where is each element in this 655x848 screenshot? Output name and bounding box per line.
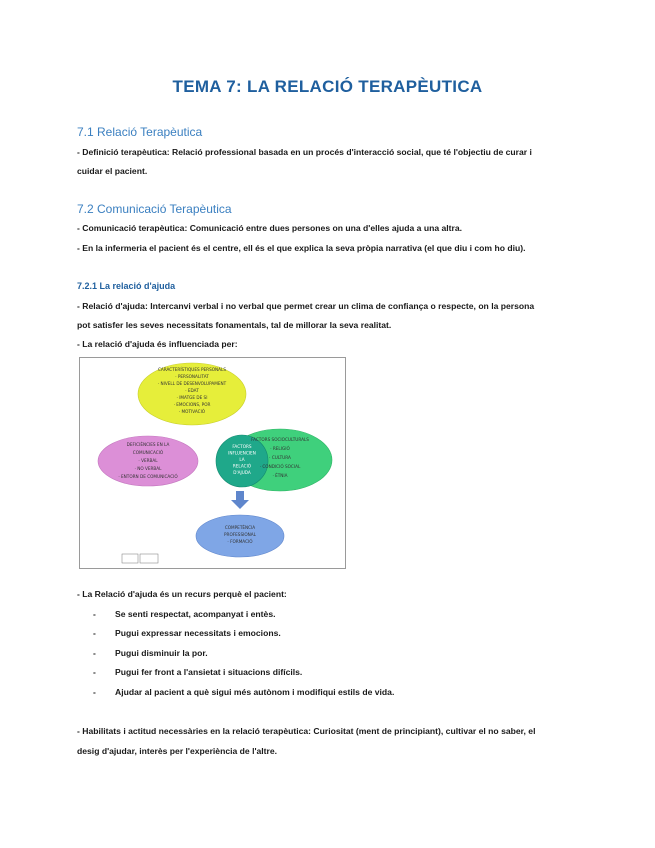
personal-characteristics-text: · MOTIVACIÓ	[178, 409, 206, 414]
center-factors-text: INFLUENCIEN	[228, 450, 256, 456]
list-item: - Pugui fer front a l'ansietat i situacions difícils.	[93, 663, 394, 682]
communication-deficiencies-text: · ENTORN DE COMUNICACIÓ	[118, 474, 178, 479]
logo-icon	[122, 554, 138, 563]
communication-deficiencies-text: · NO VERBAL	[134, 466, 162, 471]
center-factors-text: D'AJUDA	[233, 470, 251, 475]
center-factors-text: LA	[239, 457, 245, 462]
paragraph-help-line-2: pot satisfer les seves necessitats fonamentals, tal de millorar la seva realitat.	[77, 320, 392, 330]
personal-characteristics-text: CARACTERÍSTIQUES PERSONALS	[157, 367, 227, 372]
page-title: TEMA 7: LA RELACIÓ TERAPÈUTICA	[172, 77, 483, 96]
resource-bullet-list	[93, 605, 394, 702]
professional-competence-text: · FORMACIÓ	[227, 539, 253, 544]
list-item: - Se senti respectat, acompanyat i entès.	[93, 605, 394, 624]
section-heading-7-2: 7.2 Comunicació Terapèutica	[77, 202, 232, 216]
paragraph-definition-line-2: cuidar el pacient.	[77, 166, 148, 176]
influence-diagram	[79, 357, 346, 569]
paragraph-communication-line-2: - En la infermeria el pacient és el centre, ell és el que explica la seva pròpia narrativa (el que diu i com ho diu).	[77, 243, 526, 253]
bullet-dash: -	[93, 647, 96, 658]
sociocultural-factors-text: · RELIGIÓ	[270, 446, 290, 451]
paragraph-skills-line-1: - Habilitats i actitud necessàries en la relació terapèutica: Curiositat (ment de principiant), cultivar el no saber, el	[77, 726, 536, 736]
section-heading-7-1: 7.1 Relació Terapèutica	[77, 125, 203, 139]
bullet-dash: -	[93, 686, 96, 697]
personal-characteristics-node	[138, 363, 246, 425]
bullet-dash: -	[93, 609, 96, 619]
list-item: - Ajudar al pacient a què sigui més autònom i modifiqui estils de vida.	[93, 683, 394, 702]
center-factors-text: FACTORS	[232, 444, 252, 449]
center-factors-text: RELACIÓ	[232, 463, 252, 469]
bullet-dash: -	[93, 628, 96, 639]
personal-characteristics-text: · PERSONALITAT	[175, 374, 209, 379]
sociocultural-factors-text: · CONDICIÓ SOCIAL	[259, 464, 301, 469]
section-heading-7-2-1: 7.2.1 La relació d'ajuda	[77, 281, 176, 291]
professional-competence-text: COMPETÈNCIA	[224, 525, 256, 530]
arrow-down-icon	[231, 491, 249, 509]
paragraph-skills-line-2: desig d'ajudar, interès per l'experiència de l'altre.	[77, 746, 278, 756]
communication-deficiencies-text: COMUNICACIÓ	[132, 450, 164, 455]
communication-deficiencies-text: · VERBAL	[138, 458, 158, 463]
paragraph-help-line-1: - Relació d'ajuda: Intercanvi verbal i no verbal que permet crear un clima de confiança o respecte, on la persona	[77, 301, 535, 311]
personal-characteristics-text: · EMOCIONS, POR	[173, 402, 211, 407]
paragraph-definition-line-1: - Definició terapèutica: Relació professional basada en un procés d'interacció social, que té l'objectiu de curar i	[77, 147, 532, 157]
personal-characteristics-text: · EDAT	[185, 388, 199, 393]
influence-diagram-svg	[80, 358, 345, 568]
communication-deficiencies-text: DEFICIÈNCIES EN LA	[126, 442, 170, 447]
professional-competence-text: PROFESSIONAL	[224, 532, 256, 537]
list-item: - Pugui expressar necessitats i emocions.	[93, 624, 394, 643]
personal-characteristics-text: · NIVELL DE DESENVOLUPAMENT	[157, 381, 227, 386]
paragraph-help-line-3: - La relació d'ajuda és influenciada per:	[77, 339, 238, 349]
sociocultural-factors-text: FACTORS SOCIOCULTURALS	[251, 437, 309, 442]
list-item: - Pugui disminuir la por.	[93, 644, 394, 663]
bullet-dash: -	[93, 667, 96, 678]
logo-icon	[140, 554, 158, 563]
personal-characteristics-text: · IMATGE DE SI	[176, 395, 208, 400]
paragraph-resource-intro: - La Relació d'ajuda és un recurs perquè el pacient:	[77, 589, 287, 599]
sociocultural-factors-text: · ÈTNIA	[272, 473, 288, 478]
paragraph-communication-line-1: - Comunicació terapèutica: Comunicació entre dues persones on una d'elles ajuda a una altra.	[77, 223, 463, 233]
sociocultural-factors-text: · CULTURA	[269, 455, 291, 460]
